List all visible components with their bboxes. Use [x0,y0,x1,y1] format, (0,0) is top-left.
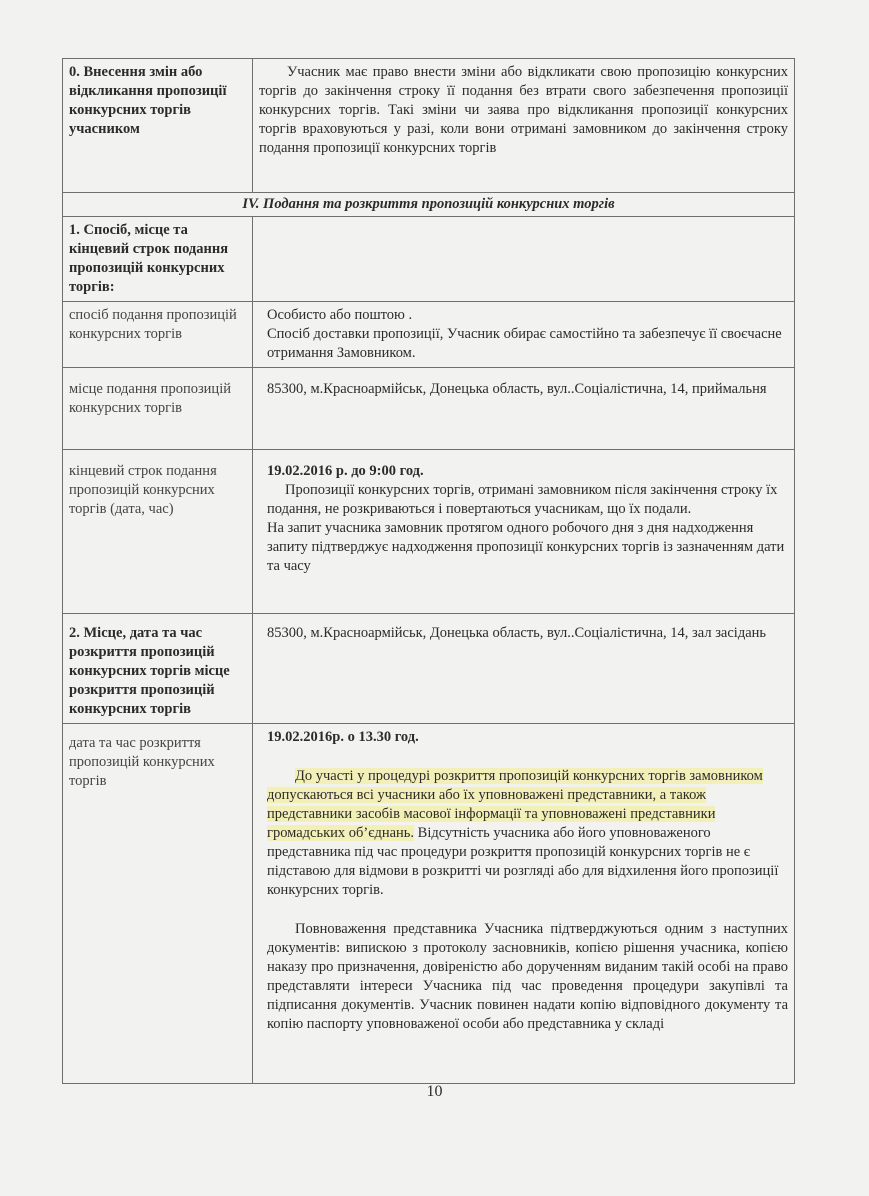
highlighted-text: До участі у процедурі розкриття пропозицій конкурсних торгів замовником допускаються всі учасники або їх уповноважені представники, а також представники засобів масової інформації та уповноважені представники громадських об’єднань. [267,768,763,841]
row-label: 0. Внесення змін або відкликання пропозиції конкурсних торгів учасником [63,59,253,193]
page-number: 10 [426,1083,443,1100]
row-text [253,302,795,368]
opening-date: 19.02.2016р. о 13.30 год. [267,729,419,745]
paragraph-rest: Відсутність учасника або його уповноваженого представника під час процедури розкриття пропозицій конкурсних торгів не є підставою для відмови в розкритті чи розгляді або для відхилення його пропозиції конкурсних торгів. [267,825,779,898]
deadline-date: 19.02.2016 р. до 9:00 год. [267,463,424,479]
row-text: Учасник має право внести зміни або відкликати свою пропозицію конкурсних торгів до закінчення строку її подання без втрати свого забезпечення пропозиції конкурсних торгів. Такі зміни чи заява про відкликання пропозиції конкурсних торгів враховуються у разі, коли вони отримані замовником до закінчення строку подання пропозиції конкурсних торгів [253,59,795,193]
section-heading: IV. Подання та розкриття пропозицій конкурсних торгів [63,193,795,217]
row-label: кінцевий строк подання пропозицій конкурсних торгів (дата, час) [63,450,253,614]
deadline-paragraph: На запит учасника замовник протягом одного робочого дня з дня надходження запиту підтверджує надходження пропозиції конкурсних торгів із зазначенням дати та часу [267,520,785,574]
row-text: 85300, м.Красноармійськ, Донецька область, вул..Соціалістична, 14, зал засідань [253,614,795,724]
row-label: місце подання пропозицій конкурсних торгів [63,368,253,450]
tender-terms-table [62,58,795,1084]
table-row [63,724,795,1084]
empty-cell [253,217,795,302]
row-label: дата та час розкриття пропозицій конкурсних торгів [63,724,253,1084]
table-row [63,614,795,724]
table-row [63,302,795,368]
section-row [63,193,795,217]
method-line: Особисто або поштою . [267,307,413,323]
table-row [63,450,795,614]
row-text: 85300, м.Красноармійськ, Донецька область, вул..Соціалістична, 14, приймальня [253,368,795,450]
opening-paragraph: Повноваження представника Учасника підтверджуються одним з наступних документів: випискою з протоколу засновників, копією рішення учасника, копією наказу про призначення, довіреністю або дорученням виданим такій особі на право представляти інтереси Учасника під час проведення процедури закупівлі та підписання документів. Учасник повинен надати копію відповідного документу та копію паспорту уповноваженої особи або представника у складі [267,921,788,1032]
table-row [63,217,795,302]
row-label: 1. Спосіб, місце та кінцевий строк подання пропозицій конкурсних торгів: [63,217,253,302]
row-text [253,724,795,1084]
row-label: 2. Місце, дата та час розкриття пропозицій конкурсних торгів місце розкриття пропозицій конкурсних торгів [63,614,253,724]
opening-paragraph [267,767,788,900]
method-line: Спосіб доставки пропозиції, Учасник обирає самостійно та забезпечує її своєчасне отримання Замовником. [267,326,782,361]
row-text [253,450,795,614]
row-label: спосіб подання пропозицій конкурсних торгів [63,302,253,368]
deadline-paragraph: Пропозиції конкурсних торгів, отримані замовником після закінчення строку їх подання, не розкриваються і повертаються учасникам, що їх подали. [267,482,778,517]
table-row [63,59,795,193]
table-row [63,368,795,450]
